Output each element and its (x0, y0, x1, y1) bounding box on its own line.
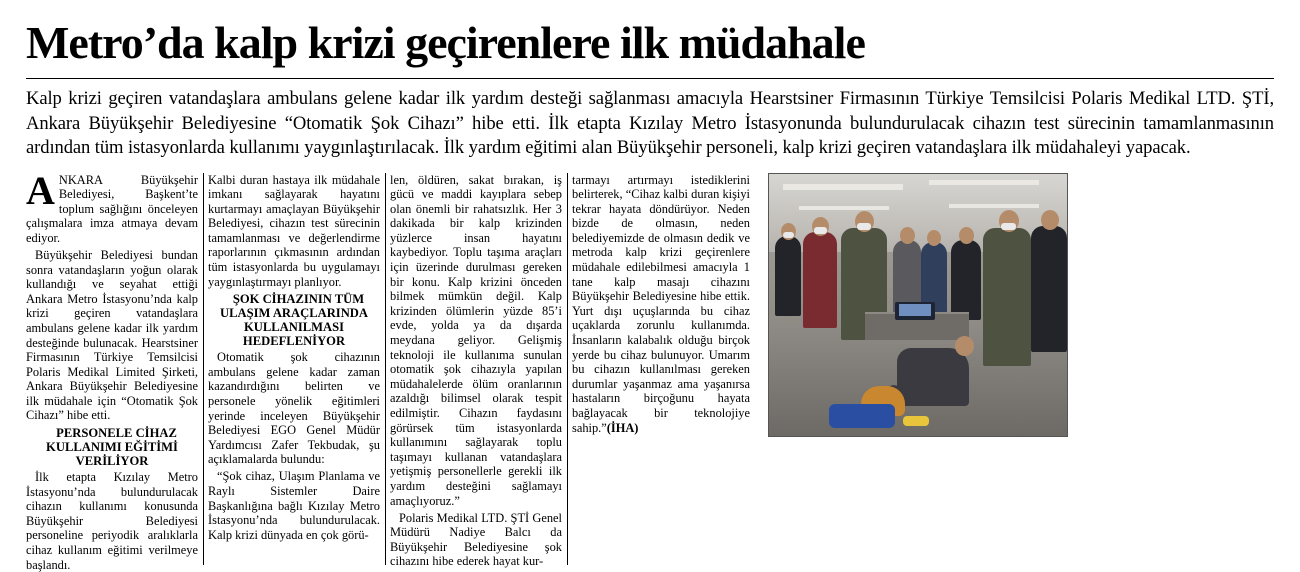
news-agency-credit: (İHA) (606, 420, 639, 435)
photo-device (903, 416, 929, 426)
article-column-2 (208, 173, 390, 565)
section-subhead: ŞOK CİHAZININ TÜM ULAŞIM ARAÇLARINDA KULLANILMASI HEDEFLENİYOR (220, 291, 368, 348)
photo-face-mask (783, 232, 794, 238)
photo-ceiling-light (799, 206, 889, 210)
article-photo-column (768, 173, 1068, 565)
drop-cap: A (26, 167, 55, 213)
photo-person (983, 228, 1031, 366)
section-subhead: PERSONELE CİHAZ KULLANIMI EĞİTİMİ VERİLİYOR (46, 425, 178, 468)
page-title: Metro’da kalp krizi geçirenlere ilk müdahale (26, 17, 865, 68)
article-photo (768, 173, 1068, 437)
photo-person-head (927, 230, 941, 246)
photo-ceiling-light (929, 180, 1039, 185)
paragraph: İlk etapta Kızılay Metro İstasyonu’nda bulundurulacak cihazın kullanımı konusunda Büyükşehir Belediyesi personeline periyodik aralıklarla cihaz kullanım eğitimi verilmeye başlandı. (26, 470, 198, 572)
paragraph: ANKARA Büyükşehir Belediyesi, Başkent’te toplum sağlığını önceleyen çalışmalara imza atmaya devam ediyor. (26, 167, 198, 245)
paragraph: Otomatik şok cihazının ambulans gelene kadar zaman kazandırdığını belirten ve personele yönelik eğitimleri yerinde inceleyen Büyükşehir Belediyesi EGO Genel Müdür Yardımcısı Zafer Tekbudak, şu açıklamalarda bulundu: (208, 350, 380, 467)
headline-divider (26, 78, 1274, 79)
paragraph: tarmayı artırmayı istediklerini belirterek, “Cihaz kalbi duran kişiyi tekrar hayata döndürüyor. Neden bizde de olmasın, neden belediyemizde de olmasın dedik ve metroda kalp krizi geçirenlere müdahale edilebilmesi amacıyla 1 tane kalp masajı cihazını Büyükşehir Belediyesine hibe ettik. Yurt dışı uçuşlarında bu cihaz uçaklarda zorunlu kullanımda. İnsanların kalabalık olduğu birçok yerde bu cihaz bulunuyor. Umarım bu cihazın kullanılması gereken durumlar yaşanmaz ama yaşanırsa hastaların birçoğunu hayata bağlayacak bir teknolojiye sahip.”(İHA) (572, 172, 750, 435)
paragraph: “Şok cihaz, Ulaşım Planlama ve Raylı Sistemler Daire Başkanlığına bağlı Kızılay Metro İstasyonu’nda bulundurulacak. Kalp krizi dünyada en çok görü- (208, 469, 380, 542)
article-column-1 (26, 167, 208, 572)
paragraph: Büyükşehir Belediyesi bundan sonra vatandaşların yoğun olarak kullandığı ve seyahat ettiği Ankara Metro İstasyonu’nda kalp krizi geçiren vatandaşlara ambulans gelene kadar ilk yardım desteğinde bulunacak. Hearstsiner Firmasının Türkiye Temsilcisi Polaris Medikal Limited Şirketi, Ankara Büyükşehir Belediyesine ilk müdahale için “Otomatik Şok Cihazı” hibe etti. (26, 247, 198, 423)
photo-person-head (959, 227, 974, 244)
photo-ceiling-light (783, 184, 903, 190)
photo-face-mask (1001, 223, 1016, 230)
photo-person (775, 236, 801, 316)
article-column-4 (572, 173, 760, 565)
paragraph: Polaris Medikal LTD. ŞTİ Genel Müdürü Nadiye Balcı da Büyükşehir Belediyesine şok cihazını hibe ederek hayat kur- (390, 510, 562, 569)
photo-face-mask (814, 227, 827, 234)
article-columns (26, 167, 1274, 572)
photo-person (1031, 226, 1067, 352)
photo-person-head (1041, 210, 1059, 230)
article-column-3 (390, 172, 572, 569)
standfirst: Kalp krizi geçiren vatandaşlara ambulans gelene kadar ilk yardım desteği sağlanması amacıyla Hearstsiner Firmasının Türkiye Temsilcisi Polaris Medikal LTD. ŞTİ, Ankara Büyükşehir Belediyesine “Otomatik Şok Cihazı” hibe etti. İlk etapta Kızılay Metro İstasyonunda bulundurulacak cihazın test sürecinin tamamlanmasının ardından tüm istasyonlarda kullanımı yaygınlaştırılacak. İlk yardım eğitimi alan Büyükşehir personeli, kalp krizi geçiren vatandaşlara ilk müdahaleyi yapacak. (26, 88, 1274, 158)
photo-person (951, 240, 981, 320)
paragraph: Kalbi duran hastaya ilk müdahale imkanı sağlayarak hayatını kurtarmayı amaçlayan Büyükşehir Belediyesi, cihazın test sürecinin tamamlanması ve değerlendirme raporlarının çıkmasının ardından tüm istasyonlarda bu uygulamayı yaygınlaştırmayı planlıyor. (208, 172, 380, 289)
photo-face-mask (857, 223, 871, 230)
paragraph: len, öldüren, sakat bırakan, iş gücü ve maddi kayıplara sebep olan önemli bir rahatsızlık. Her 3 dakikada bir kalp krizinden yüzlerce insan hayatını kaybediyor. Toplu taşıma araçları için üzerinde durulması gereken bir konu. Kalp krizini önceden bilmek mümkün değil. Kalp krizinden ölümlerin yüzde 85’i evde, yolda ya da dışarda meydana geliyor. Gelişmiş teknoloji ile kullanıma sunulan otomatik şok cihazıyla yapılan müdahalelerde ölüm oranlarının azaldığı bilimsel olarak tespit edilmiştir. Cihazın faydasını görürsek tüm istasyonlarda kullanımını sağlayarak toplu taşımayı kullanan vatandaşlara yetişmiş personellerle gerekli ilk yardım desteğini sağlamayı amaçlıyoruz.” (390, 172, 562, 508)
photo-person-head (900, 227, 915, 244)
photo-person (803, 232, 837, 328)
photo-ceiling-light (949, 204, 1039, 208)
photo-laptop-screen (899, 304, 931, 316)
photo-equipment-case (829, 404, 895, 428)
photo-kneeling-person-head (955, 336, 974, 356)
